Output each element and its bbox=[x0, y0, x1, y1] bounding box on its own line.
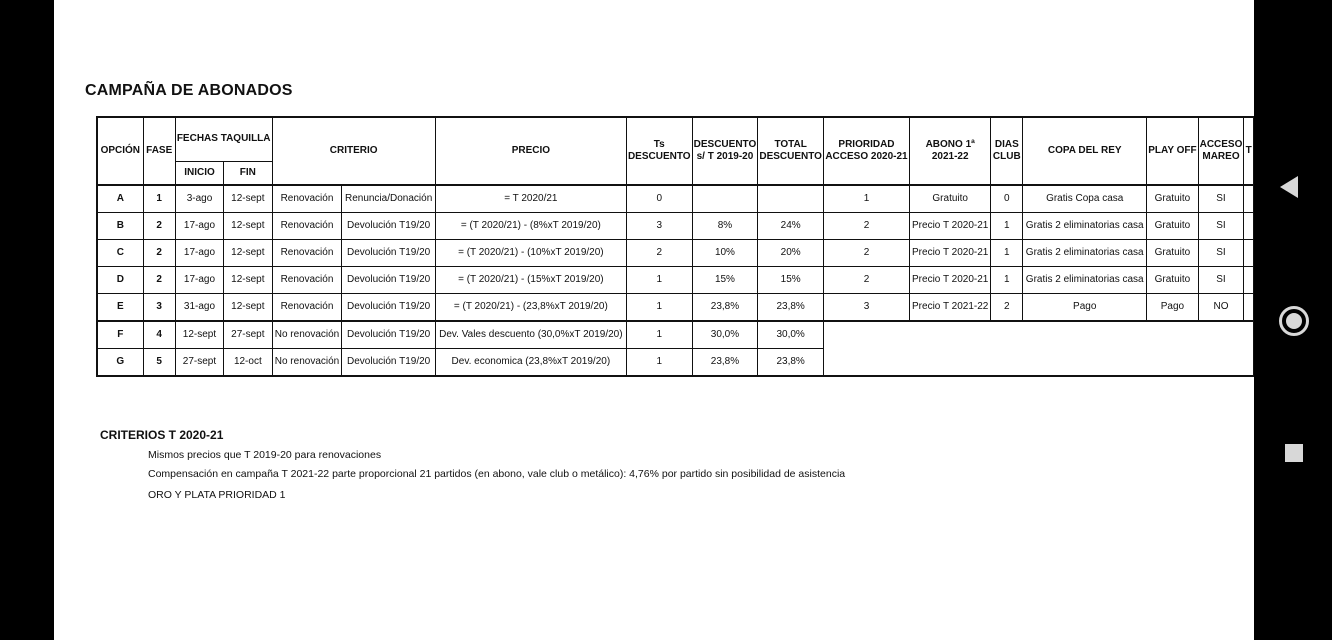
cell-playoff: Gratuito bbox=[1147, 213, 1198, 240]
cell-total: 30,0% bbox=[758, 321, 824, 349]
cell-criterio1: Renovación bbox=[272, 240, 342, 267]
cell-total: 23,8% bbox=[758, 349, 824, 377]
cell-extra bbox=[1244, 294, 1254, 322]
table-row bbox=[97, 240, 1254, 267]
header-playoff: PLAY OFF bbox=[1147, 117, 1198, 185]
cell-criterio2: Devolución T19/20 bbox=[342, 240, 435, 267]
cell-inicio: 3-ago bbox=[175, 185, 223, 213]
header-fin: FIN bbox=[224, 161, 272, 185]
header-dias-line2: CLUB bbox=[992, 151, 1021, 162]
cell-criterio1: Renovación bbox=[272, 267, 342, 294]
cell-dias: 2 bbox=[991, 294, 1023, 322]
cell-descuento: 30,0% bbox=[692, 321, 758, 349]
header-dias bbox=[991, 117, 1023, 185]
cell-opcion: B bbox=[97, 213, 143, 240]
cell-precio: Dev. economica (23,8%xT 2019/20) bbox=[435, 349, 626, 377]
cell-prioridad: 2 bbox=[823, 267, 909, 294]
cell-criterio1: Renovación bbox=[272, 294, 342, 322]
back-icon[interactable] bbox=[1280, 176, 1298, 198]
cell-fin: 12-sept bbox=[224, 213, 272, 240]
cell-fin: 12-sept bbox=[224, 240, 272, 267]
cell-copa: Gratis 2 eliminatorias casa bbox=[1023, 240, 1147, 267]
cell-playoff: Gratuito bbox=[1147, 185, 1198, 213]
header-extra: T bbox=[1244, 117, 1254, 185]
cell-prioridad: 3 bbox=[823, 294, 909, 322]
cell-abono: Precio T 2020-21 bbox=[909, 267, 990, 294]
header-descuento-line1: DESCUENTO bbox=[693, 139, 757, 150]
cell-ts: 0 bbox=[626, 185, 692, 213]
cell-opcion: A bbox=[97, 185, 143, 213]
cell-prioridad: 2 bbox=[823, 240, 909, 267]
cell-descuento bbox=[692, 185, 758, 213]
cell-playoff: Gratuito bbox=[1147, 267, 1198, 294]
criterios-title: CRITERIOS T 2020-21 bbox=[100, 428, 224, 442]
cell-extra bbox=[1244, 213, 1254, 240]
table-row bbox=[97, 294, 1254, 322]
cell-precio: = (T 2020/21) - (15%xT 2019/20) bbox=[435, 267, 626, 294]
cell-ts: 1 bbox=[626, 321, 692, 349]
cell-extra bbox=[1244, 267, 1254, 294]
cell-abono: Precio T 2020-21 bbox=[909, 213, 990, 240]
header-precio: PRECIO bbox=[435, 117, 626, 185]
cell-descuento: 15% bbox=[692, 267, 758, 294]
cell-acceso: NO bbox=[1198, 294, 1244, 322]
cell-fase: 5 bbox=[143, 349, 175, 377]
cell-fin: 12-sept bbox=[224, 267, 272, 294]
header-total-line1: TOTAL bbox=[774, 139, 807, 150]
table-row bbox=[97, 321, 1254, 349]
cell-extra bbox=[1244, 240, 1254, 267]
header-prioridad-line2: ACCESO 2020-21 bbox=[825, 151, 908, 162]
cell-criterio2: Devolución T19/20 bbox=[342, 267, 435, 294]
cell-criterio1: Renovación bbox=[272, 185, 342, 213]
cell-total: 23,8% bbox=[758, 294, 824, 322]
cell-fase: 3 bbox=[143, 294, 175, 322]
cell-criterio2: Renuncia/Donación bbox=[342, 185, 435, 213]
header-fechas: FECHAS TAQUILLA bbox=[175, 117, 272, 161]
cell-dias: 1 bbox=[991, 213, 1023, 240]
cell-descuento: 23,8% bbox=[692, 349, 758, 377]
table-body bbox=[97, 117, 1254, 376]
cell-fase: 4 bbox=[143, 321, 175, 349]
table-row bbox=[97, 185, 1254, 213]
abonados-table bbox=[96, 116, 1254, 377]
header-dias-line1: DIAS bbox=[994, 139, 1019, 150]
cell-fin: 12-sept bbox=[224, 294, 272, 322]
cell-prioridad: 2 bbox=[823, 213, 909, 240]
cell-opcion: C bbox=[97, 240, 143, 267]
cell-extra bbox=[1244, 185, 1254, 213]
header-opcion: OPCIÓN bbox=[97, 117, 143, 185]
header-ts-line2: DESCUENTO bbox=[627, 151, 691, 162]
table-row bbox=[97, 213, 1254, 240]
header-ts-line1: Ts bbox=[653, 139, 665, 150]
header-fase: FASE bbox=[143, 117, 175, 185]
page-title: CAMPAÑA DE ABONADOS bbox=[85, 82, 293, 99]
cell-copa: Gratis 2 eliminatorias casa bbox=[1023, 213, 1147, 240]
cell-precio: Dev. Vales descuento (30,0%xT 2019/20) bbox=[435, 321, 626, 349]
cell-criterio2: Devolución T19/20 bbox=[342, 321, 435, 349]
cell-copa: Gratis 2 eliminatorias casa bbox=[1023, 267, 1147, 294]
cell-playoff: Pago bbox=[1147, 294, 1198, 322]
cell-acceso: SI bbox=[1198, 240, 1244, 267]
table-row bbox=[97, 267, 1254, 294]
header-acceso bbox=[1198, 117, 1244, 185]
cell-total: 15% bbox=[758, 267, 824, 294]
cell-precio: = (T 2020/21) - (8%xT 2019/20) bbox=[435, 213, 626, 240]
cell-ts: 2 bbox=[626, 240, 692, 267]
cell-ts: 3 bbox=[626, 213, 692, 240]
criterio-note: Compensación en campaña T 2021-22 parte proporcional 21 partidos (en abono, vale club o metálico): 4,76% por partido sin posibilidad de asistencia bbox=[148, 468, 846, 480]
criterio-note: Mismos precios que T 2019-20 para renovaciones bbox=[148, 449, 382, 461]
cell-inicio: 12-sept bbox=[175, 321, 223, 349]
cell-inicio: 31-ago bbox=[175, 294, 223, 322]
cell-ts: 1 bbox=[626, 349, 692, 377]
cell-acceso: SI bbox=[1198, 213, 1244, 240]
recents-icon[interactable] bbox=[1285, 444, 1303, 462]
home-icon[interactable] bbox=[1279, 306, 1309, 336]
cell-acceso: SI bbox=[1198, 267, 1244, 294]
cell-precio: = (T 2020/21) - (10%xT 2019/20) bbox=[435, 240, 626, 267]
cell-total: 20% bbox=[758, 240, 824, 267]
cell-abono: Gratuito bbox=[909, 185, 990, 213]
empty-block bbox=[823, 321, 1253, 376]
cell-descuento: 8% bbox=[692, 213, 758, 240]
cell-dias: 1 bbox=[991, 267, 1023, 294]
cell-criterio2: Devolución T19/20 bbox=[342, 213, 435, 240]
header-prioridad-line1: PRIORIDAD bbox=[838, 139, 895, 150]
cell-opcion: E bbox=[97, 294, 143, 322]
cell-criterio1: No renovación bbox=[272, 321, 342, 349]
cell-copa: Pago bbox=[1023, 294, 1147, 322]
cell-abono: Precio T 2021-22 bbox=[909, 294, 990, 322]
cell-fin: 27-sept bbox=[224, 321, 272, 349]
cell-opcion: D bbox=[97, 267, 143, 294]
header-criterio: CRITERIO bbox=[272, 117, 435, 185]
cell-copa: Gratis Copa casa bbox=[1023, 185, 1147, 213]
cell-precio: = (T 2020/21) - (23,8%xT 2019/20) bbox=[435, 294, 626, 322]
cell-total bbox=[758, 185, 824, 213]
header-abono bbox=[909, 117, 990, 185]
cell-inicio: 17-ago bbox=[175, 213, 223, 240]
cell-descuento: 23,8% bbox=[692, 294, 758, 322]
cell-dias: 1 bbox=[991, 240, 1023, 267]
header-total-line2: DESCUENTO bbox=[759, 151, 822, 162]
document-page bbox=[54, 0, 1254, 640]
cell-fase: 2 bbox=[143, 267, 175, 294]
cell-inicio: 27-sept bbox=[175, 349, 223, 377]
cell-dias: 0 bbox=[991, 185, 1023, 213]
header-acceso-line1: ACCESO bbox=[1199, 139, 1243, 150]
cell-ts: 1 bbox=[626, 267, 692, 294]
cell-abono: Precio T 2020-21 bbox=[909, 240, 990, 267]
cell-playoff: Gratuito bbox=[1147, 240, 1198, 267]
header-ts-descuento bbox=[626, 117, 692, 185]
header-abono-line2: 2021-22 bbox=[931, 151, 969, 162]
header-prioridad bbox=[823, 117, 909, 185]
cell-inicio: 17-ago bbox=[175, 267, 223, 294]
header-inicio: INICIO bbox=[175, 161, 223, 185]
cell-fase: 2 bbox=[143, 213, 175, 240]
cell-descuento: 10% bbox=[692, 240, 758, 267]
cell-criterio2: Devolución T19/20 bbox=[342, 294, 435, 322]
header-row bbox=[97, 117, 1254, 161]
cell-criterio2: Devolución T19/20 bbox=[342, 349, 435, 377]
cell-ts: 1 bbox=[626, 294, 692, 322]
cell-opcion: F bbox=[97, 321, 143, 349]
cell-opcion: G bbox=[97, 349, 143, 377]
cell-criterio1: Renovación bbox=[272, 213, 342, 240]
header-acceso-line2: MAREO bbox=[1202, 151, 1240, 162]
cell-precio: = T 2020/21 bbox=[435, 185, 626, 213]
cell-inicio: 17-ago bbox=[175, 240, 223, 267]
cell-criterio1: No renovación bbox=[272, 349, 342, 377]
cell-fin: 12-sept bbox=[224, 185, 272, 213]
cell-acceso: SI bbox=[1198, 185, 1244, 213]
cell-total: 24% bbox=[758, 213, 824, 240]
cell-prioridad: 1 bbox=[823, 185, 909, 213]
cell-fin: 12-oct bbox=[224, 349, 272, 377]
header-abono-line1: ABONO 1ª bbox=[925, 139, 975, 150]
header-descuento-line2: s/ T 2019-20 bbox=[696, 151, 754, 162]
criterio-note: ORO Y PLATA PRIORIDAD 1 bbox=[148, 489, 286, 501]
cell-fase: 1 bbox=[143, 185, 175, 213]
header-total bbox=[758, 117, 824, 185]
header-copa: COPA DEL REY bbox=[1023, 117, 1147, 185]
cell-fase: 2 bbox=[143, 240, 175, 267]
header-descuento bbox=[692, 117, 758, 185]
